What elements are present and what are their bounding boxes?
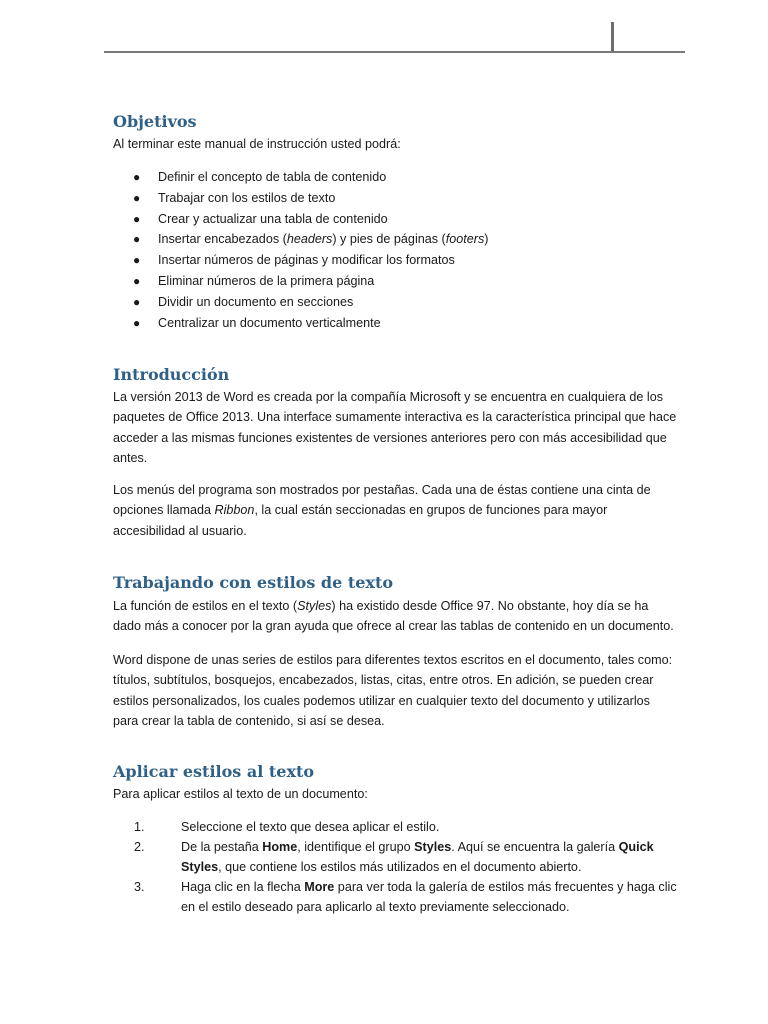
heading-trabajando: Trabajando con estilos de texto: [113, 573, 394, 592]
list-item: 2. De la pestaña Home, identifique el grupo Styles. Aquí se encuentra la galería Quick Styles, que contiene los estilos más utilizados en el documento abierto.: [134, 840, 654, 874]
header-tick: [611, 22, 614, 52]
objetivos-list: [113, 167, 488, 333]
bullet-icon: ●: [133, 232, 141, 247]
list-item: ● Insertar números de páginas y modificar los formatos: [113, 250, 488, 271]
objetivos-intro: Al terminar este manual de instrucción usted podrá:: [113, 137, 401, 151]
bullet-icon: ●: [133, 315, 141, 330]
bullet-icon: ●: [133, 211, 141, 226]
introduccion-paragraph-1: La versión 2013 de Word es creada por la compañía Microsoft y se encuentra en cualquiera de los paquetes de Office 2013. Una interface sumamente interactiva es la característica principal que hace acceder a las mismas funciones existentes de versiones anteriores pero con más accesibilidad que antes.: [113, 390, 677, 466]
list-item: ● Dividir un documento en secciones: [113, 292, 488, 313]
bullet-icon: ●: [133, 253, 141, 268]
list-item: 3. Haga clic en la flecha More para ver toda la galería de estilos más frecuentes y haga clic en el estilo deseado para aplicarlo al texto previamente seleccionado.: [134, 880, 677, 914]
aplicar-intro: Para aplicar estilos al texto de un documento:: [113, 787, 368, 801]
bullet-icon: ●: [133, 190, 141, 205]
heading-introduccion: Introducción: [113, 365, 230, 384]
list-item: ● Insertar encabezados (headers) y pies de páginas (footers): [113, 229, 488, 250]
list-item: ● Definir el concepto de tabla de contenido: [113, 167, 488, 188]
list-item: ● Crear y actualizar una tabla de contenido: [113, 209, 488, 230]
heading-objetivos: Objetivos: [113, 112, 197, 131]
list-item: ● Trabajar con los estilos de texto: [113, 188, 488, 209]
bullet-icon: ●: [133, 273, 141, 288]
list-item: ● Eliminar números de la primera página: [113, 271, 488, 292]
trabajando-paragraph-1: La función de estilos en el texto (Styles) ha existido desde Office 97. No obstante, hoy día se ha dado más a conocer por la gran ayuda que ofrece al crear las tablas de contenido en un documento.: [113, 599, 674, 634]
heading-aplicar: Aplicar estilos al texto: [113, 762, 315, 781]
trabajando-paragraph-2: Word dispone de unas series de estilos para diferentes textos escritos en el documento, tales como: títulos, subtítulos, bosquejos, encabezados, listas, citas, entre otros. En adición, se pueden crear estilos personalizados, los cuales podemos utilizar en cualquier texto del documento y utilizarlos para crear la tabla de contenido, si así se desea.: [113, 653, 673, 729]
bullet-icon: ●: [133, 170, 141, 184]
list-item: 1. Seleccione el texto que desea aplicar el estilo.: [134, 820, 440, 834]
list-item: ● Centralizar un documento verticalmente: [113, 313, 488, 334]
bullet-icon: ●: [133, 294, 141, 309]
introduccion-paragraph-2: Los menús del programa son mostrados por pestañas. Cada una de éstas contiene una cinta de opciones llamada Ribbon, la cual están seccionadas en grupos de funciones para mayor accesibilidad al usuario.: [113, 483, 651, 538]
aplicar-steps: [113, 817, 678, 917]
header-rule: [104, 51, 685, 53]
